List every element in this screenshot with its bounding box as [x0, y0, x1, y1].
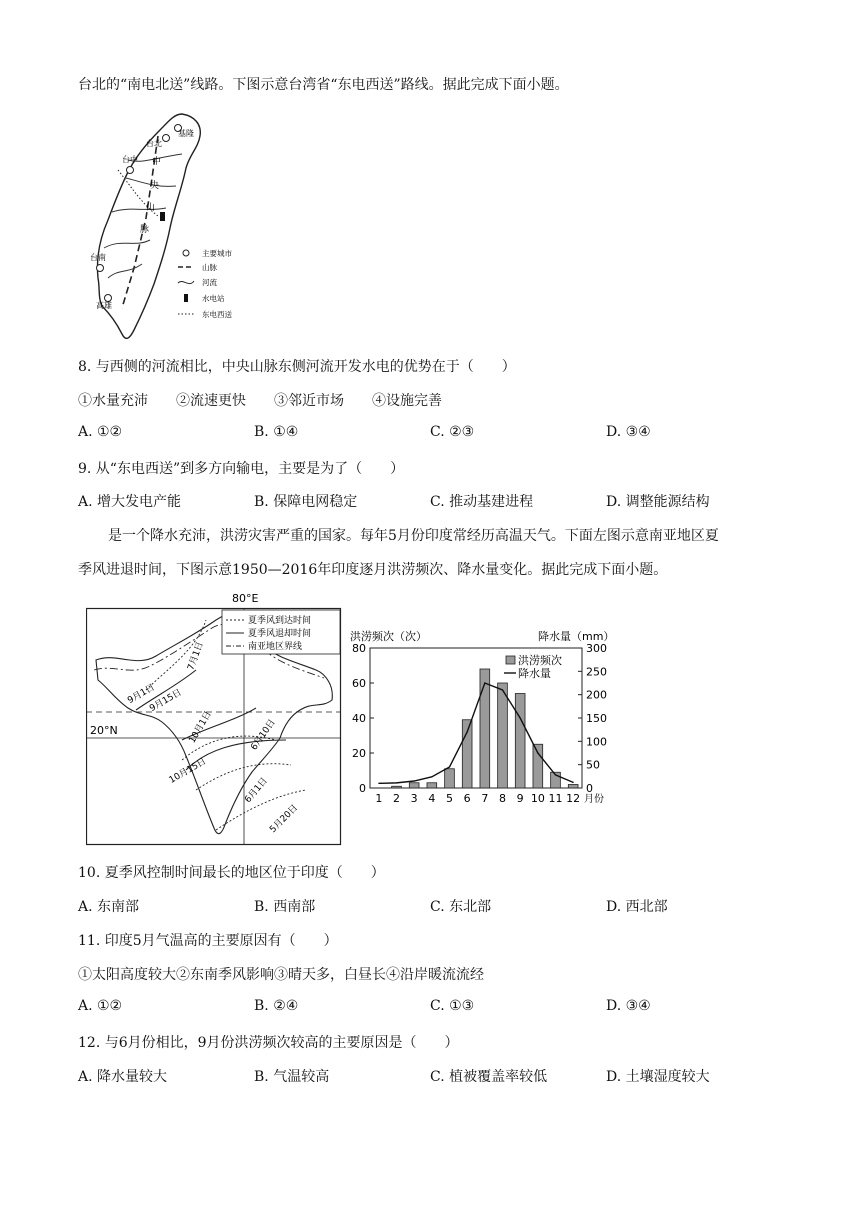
legend-river-icon: [178, 281, 194, 284]
left-axis-tick-label: 80: [352, 642, 366, 655]
mountain-char-3: 山: [146, 203, 156, 213]
legend-label-river: 河流: [202, 278, 217, 287]
rainfall-point: [414, 780, 415, 781]
question-12-option-d: D. 土壤湿度较大: [606, 1069, 710, 1085]
left-axis-tick-label: 20: [352, 747, 366, 760]
monsoon-map: [86, 590, 342, 846]
taiwan-map: [86, 108, 246, 342]
question-12-option-b: B. 气温较高: [254, 1069, 330, 1085]
question-8-stem: 8. 与西侧的河流相比，中央山脉东侧河流开发水电的优势在于（ ）: [78, 359, 516, 375]
legend-label-boundary: 南亚地区界线: [248, 642, 303, 652]
legend-flood-label: 洪涝频次: [518, 654, 562, 667]
question-10-option-b: B. 西南部: [254, 899, 316, 915]
question-11-option-b: B. ②④: [254, 998, 299, 1014]
flood-rainfall-chart: [344, 624, 620, 816]
rainfall-point: [484, 682, 485, 683]
question-11-option-c: C. ①③: [430, 998, 475, 1014]
right-axis-tick-label: 100: [586, 735, 607, 749]
question-9-stem: 9. 从“东电西送”到多方向输电，主要是为了（ ）: [78, 461, 405, 477]
intro-text-taiwan: 台北的“南电北送”线路。下图示意台湾省“东电西送”路线。据此完成下面小题。: [78, 77, 569, 93]
intro-text-india-line1: 是一个降水充沛，洪涝灾害严重的国家。每年5月份印度常经历高温天气。下面左图示意南亚地区夏: [108, 528, 719, 544]
question-12-option-a: A. 降水量较大: [78, 1069, 168, 1085]
city-label-keelung: 基隆: [178, 129, 194, 138]
rainfall-point: [537, 752, 538, 753]
question-10-option-a: A. 东南部: [78, 899, 140, 915]
x-axis-tick-label: 5: [446, 792, 453, 805]
flood-bar: [515, 694, 525, 789]
question-12-stem: 12. 与6月份相比，9月份洪涝频次较高的主要原因是（ ）: [78, 1035, 459, 1051]
x-axis-tick-label: 7: [481, 792, 489, 805]
rainfall-line: [379, 683, 573, 783]
right-axis-tick-label: 0: [586, 782, 593, 795]
parallel-label: 20°N: [90, 724, 118, 737]
right-axis-tick-label: 250: [586, 665, 607, 679]
date-label-may20: 5月20日: [268, 803, 301, 836]
date-label-jun1: 6月1日: [243, 776, 270, 806]
legend-label-mountain: 山脉: [202, 263, 217, 272]
chart-left-axis-title: 洪涝频次（次）: [350, 630, 427, 643]
rainfall-point: [555, 774, 556, 775]
left-axis-tick-label: 0: [359, 782, 366, 795]
mountain-char-1: 中: [152, 157, 162, 167]
meridian-label: 80°E: [232, 592, 259, 605]
question-8-statements: ①水量充沛 ②流速更快 ③邻近市场 ④设施完善: [78, 393, 442, 409]
question-10-option-c: C. 东北部: [430, 899, 492, 915]
flood-bar: [445, 769, 455, 788]
x-axis-tick-label: 9: [516, 792, 524, 805]
flood-bar: [427, 783, 437, 788]
city-label-taichung: 台中: [122, 155, 138, 164]
right-axis-tick-label: 200: [586, 688, 607, 702]
question-12-option-c: C. 植被覆盖率较低: [430, 1069, 548, 1085]
right-axis-tick-label: 50: [586, 758, 600, 772]
question-8-option-b: B. ①④: [254, 424, 299, 440]
city-label-taipei: 台北: [146, 139, 162, 148]
rainfall-point: [431, 776, 432, 777]
x-axis-tick-label: 3: [410, 792, 418, 805]
right-axis-tick-label: 300: [586, 642, 607, 655]
flood-bar: [498, 683, 508, 788]
rainfall-point: [449, 766, 450, 767]
rainfall-point: [573, 782, 574, 783]
river-3: [104, 240, 150, 248]
question-9-option-c: C. 推动基建进程: [430, 494, 534, 510]
legend-label-arrival: 夏季风到达时间: [248, 616, 312, 626]
rainfall-point: [378, 783, 379, 784]
legend-rainfall-label: 降水量: [518, 667, 551, 680]
x-axis-tick-label: 10: [530, 792, 545, 805]
date-label-jun10: 6月10日: [249, 717, 278, 753]
question-11-option-a: A. ①②: [78, 998, 123, 1014]
date-label-sep1: 9月1日: [126, 682, 157, 707]
flood-bar: [568, 785, 578, 789]
city-taichung-marker: [127, 167, 134, 174]
question-8-option-c: C. ②③: [430, 424, 475, 440]
legend-hydro-icon: [184, 294, 188, 302]
rainfall-point: [396, 782, 397, 783]
x-axis-tick-label: 4: [428, 792, 436, 805]
question-11-option-d: D. ③④: [606, 998, 651, 1014]
question-11-stem: 11. 印度5月气温高的主要原因有（ ）: [78, 933, 338, 949]
chart-right-axis-title: 降水量（mm）: [538, 630, 615, 643]
hydropower-station: [160, 212, 165, 221]
date-label-oct15: 10月15日: [167, 756, 209, 786]
legend-label-hydro: 水电站: [202, 294, 225, 303]
x-axis-tick-label: 2: [393, 792, 400, 805]
x-axis-tick-label: 11: [548, 792, 563, 805]
left-axis-tick-label: 60: [352, 677, 366, 690]
date-label-oct1: 10月1日: [187, 709, 214, 746]
flood-bar: [480, 669, 490, 788]
left-axis-tick-label: 40: [352, 712, 366, 725]
x-axis-tick-label: 6: [463, 792, 471, 805]
x-axis-tick-label: 12: [566, 792, 581, 805]
rainfall-point: [467, 731, 468, 732]
city-label-tainan: 台南: [90, 253, 106, 262]
x-axis-tick-label: 1: [375, 792, 383, 805]
question-8-option-d: D. ③④: [606, 424, 651, 440]
mountain-char-2: 央: [150, 181, 160, 191]
flood-bar: [392, 786, 402, 788]
date-label-sep15: 9月15日: [148, 687, 184, 715]
question-11-statements: ①太阳高度较大②东南季风影响③晴天多，白昼长④沿岸暖流流经: [78, 967, 484, 983]
x-axis-tick-label: 8: [499, 792, 506, 805]
question-9-option-b: B. 保障电网稳定: [254, 494, 358, 510]
question-9-option-d: D. 调整能源结构: [606, 494, 710, 510]
city-label-kaohsiung: 高雄: [96, 301, 112, 310]
city-tainan-marker: [97, 265, 104, 272]
legend-label-retreat: 夏季风退却时间: [248, 629, 312, 639]
flood-bar: [533, 744, 543, 788]
flood-bar: [409, 783, 419, 788]
right-axis-tick-label: 150: [586, 712, 607, 725]
legend-city-icon: [183, 250, 189, 256]
question-8-option-a: A. ①②: [78, 424, 123, 440]
legend-label-transmission: 东电西送: [202, 310, 232, 319]
x-axis-title: 月份: [584, 794, 604, 805]
date-label-jul1: 7月1日: [186, 640, 206, 672]
river-4: [108, 264, 142, 278]
intro-text-india-line2: 季风进退时间，下图示意1950—2016年印度逐月洪涝频次、降水量变化。据此完成下面小题。: [78, 562, 668, 578]
mountain-char-4: 脉: [140, 225, 150, 235]
rainfall-point: [502, 689, 503, 690]
question-10-stem: 10. 夏季风控制时间最长的地区位于印度（ ）: [78, 865, 385, 881]
rainfall-point: [520, 717, 521, 718]
question-9-option-a: A. 增大发电产能: [78, 494, 182, 510]
legend-label-city: 主要城市: [202, 249, 232, 258]
river-2: [112, 208, 166, 212]
city-taipei-marker: [163, 135, 170, 142]
question-10-option-d: D. 西北部: [606, 899, 668, 915]
legend-flood-swatch: [506, 656, 515, 664]
